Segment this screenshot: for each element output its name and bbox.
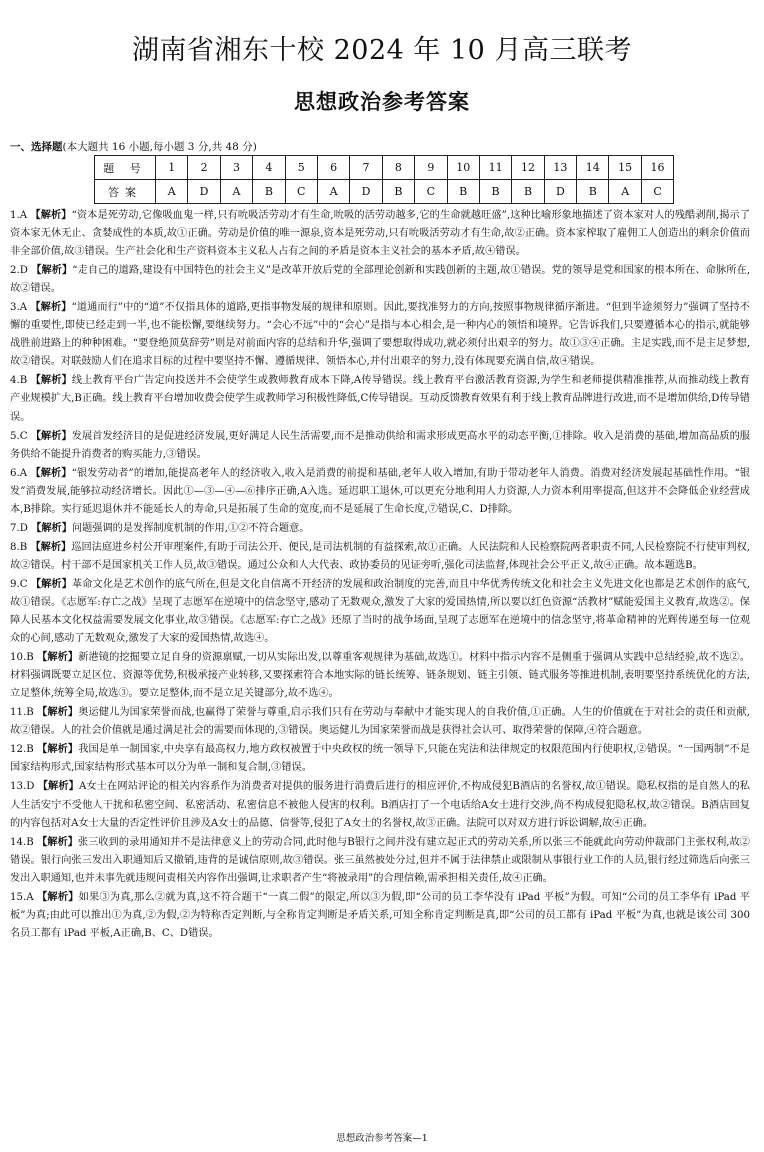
item-tag: 【解析】: [37, 743, 79, 756]
item-text: 线上教育平台广告定向投送并不会使学生或教师教育成本下降,A传导错误。线上教育平台激活教育资源,为学生和老师提供精准推荐,从而推动线上教育产业规模扩大,B正确。线上教育平台增加收费会使学生或教师学习积极性降低,C传导错误。互动反馈教育效果有利于线上教育品牌进行改进,而不是增加供给,D传导错误。: [10, 375, 750, 423]
table-cell: 4: [253, 156, 285, 180]
explanation-item: [10, 427, 750, 464]
table-cell: A: [156, 180, 188, 204]
table-cell: 13: [544, 156, 576, 180]
section-heading: [10, 139, 257, 154]
page-title: 湖南省湘东十校 2024 年 10 月高三联考: [132, 35, 632, 66]
item-text: “银发劳动者”的增加,能提高老年人的经济收入,收入是消费的前提和基础,老年人收入增加,有助于带动老年人消费。消费对经济发展起基础性作用。“银发”消费发展,能够拉动经济增长。因此①—③—④—⑥排序正确,A入选。延迟职工退休,可以更充分地利用人力资源,人力资本利用率提高,但这并不会降低企业经营成本,B排除。实行延迟退休并不能延长人的寿命,只是拓展了生命的宽度,而不是延展了生命长度,⑦错误,C、D排除。: [10, 467, 750, 515]
item-text: 问题强调的是发挥制度机制的作用,①②不符合题意。: [71, 522, 310, 534]
item-number: 11.B: [10, 707, 34, 719]
table-cell: C: [285, 180, 317, 204]
item-number: 15.A: [10, 891, 34, 903]
table-cell: 15: [609, 156, 641, 180]
item-tag: 【解析】: [37, 780, 79, 793]
section-heading-note: (本大题共 16 小题,每小题 3 分,共 48 分): [62, 141, 257, 153]
table-cell: 6: [317, 156, 349, 180]
item-number: 1.A: [10, 210, 28, 221]
item-text: 奥运健儿为国家荣誉而战,也赢得了荣誉与尊重,启示我们只有在劳动与奉献中才能实现人的自我价值,①正确。人生的价值就在于对社会的责任和贡献,故②错误。人的社会价值就是通过满足社会的需要而体现的,③错误。奥运健儿为国家荣誉而战是获得社会认可、取得荣誉的保障,④符合题意。: [10, 707, 750, 737]
item-text: 巡回法庭进乡村公开审理案件,有助于司法公开、便民,是司法机制的有益探索,故①正确。人民法院和人民检察院两者职责不同,人民检察院不行使审判权,故②错误。村干部不是国家机关工作人员,故③错误。通过公众和人大代表、政协委员的见证旁听,强化司法监督,体现社会公平正义,故④正确。故本题选B。: [10, 541, 751, 571]
item-number: 10.B: [10, 652, 34, 664]
explanation-item: [10, 298, 750, 371]
item-tag: 【解析】: [30, 429, 72, 442]
table-cell: A: [609, 180, 641, 204]
table-cell: 2: [188, 156, 220, 180]
table-cell: 14: [577, 156, 609, 180]
table-cell: D: [188, 180, 220, 204]
item-text: “道通而行”中的“道”不仅指具体的道路,更指事物发展的规律和原则。因此,要找准努力的方向,按照事物规律循序渐进。“但到半途须努力”强调了坚持不懈的重要性,即使已经走到一半,也不能松懈,要继续努力。“会心不远”中的“会心”是指与本心相会,是一种内心的领悟和境界。它告诉我们,只要遵循本心的指示,就能够战胜前进路上的种种困难。“要登绝顶莫辞劳”则是对前面内容的总结和升华,强调了要想取得成功,就必须付出艰辛的努力。故①③④正确。主足实践,而不是主足梦想,故②错误。对联鼓励人们在追求目标的过程中要坚持不懈、遵循规律、领悟本心,并付出艰辛的努力,没有体现要充满自信,故④错误。: [10, 302, 750, 368]
table-cell: 3: [220, 156, 252, 180]
explanation-item: [10, 703, 750, 740]
item-text: “资本是死劳动,它像吸血鬼一样,只有吮吸活劳动才有生命,吮吸的活劳动越多,它的生命就越旺盛”,这种比喻形象地描述了资本家对人的残酷剥削,揭示了资本家无休无止、贪婪成性的本质,故①正确。劳动是价值的唯一源泉,资本是死劳动,只有吮吸活劳动才有生命,故②正确。资本家榨取了雇佣工人创造出的剩余价值而非全部价值,故③错误。生产社会化和生产资料资本主义私人占有之间的矛盾是资本主义社会的基本矛盾,故④错误。: [10, 210, 751, 258]
item-number: 8.B: [10, 541, 28, 553]
answer-table-row-label: 答案: [95, 180, 156, 204]
item-tag: 【解析】: [37, 706, 79, 719]
table-cell: 7: [350, 156, 382, 180]
explanation-item: [10, 740, 750, 777]
table-cell: B: [512, 180, 544, 204]
item-tag: 【解析】: [37, 835, 78, 848]
explanation-item: [10, 371, 750, 426]
item-text: 如果③为真,那么②就为真,这不符合题干“一真二假”的限定,所以③为假,即“公司的员工李华没有 iPad 平板”为假。可知“公司的员工李华有 iPad 平板”为真;由此可以推出①为真,②为假,②为特称否定判断,与全称肯定判断是矛盾关系,可知全称肯定判断是真,即“公司的员工都有 iPad 平板”为真,也就是该公司 300 名员工都有 iPad 平板,A正确,B、C、D错误。: [10, 891, 750, 939]
explanation-item: [10, 464, 750, 519]
table-cell: D: [544, 180, 576, 204]
page-subtitle: 思想政治参考答案: [294, 89, 470, 114]
item-tag: 【解析】: [31, 521, 72, 534]
item-number: 14.B: [10, 836, 34, 848]
item-number: 6.A: [10, 467, 28, 479]
table-cell: C: [415, 180, 447, 204]
answer-table-number-row: [95, 156, 674, 180]
table-cell: A: [220, 180, 252, 204]
explanation-item: [10, 777, 750, 832]
table-cell: B: [382, 180, 414, 204]
item-number: 5.C: [10, 430, 28, 442]
table-cell: B: [577, 180, 609, 204]
page-footer: 思想政治参考答案—1: [336, 1133, 428, 1144]
item-number: 4.B: [10, 375, 28, 387]
explanation-item: [10, 833, 750, 888]
answer-table-answer-row: [95, 180, 674, 204]
item-tag: 【解析】: [30, 577, 72, 590]
item-tag: 【解析】: [30, 466, 72, 479]
item-number: 13.D: [10, 781, 35, 793]
item-tag: 【解析】: [30, 301, 72, 314]
table-cell: B: [479, 180, 511, 204]
table-cell: 5: [285, 156, 317, 180]
item-text: 我国是单一制国家,中央享有最高权力,地方政权被置于中央政权的统一领导下,只能在宪法和法律规定的权限范围内行使职权,②错误。“一国两制”不是国家结构形式,国家结构形式基本可以分为单一制和复合制,③错误。: [10, 744, 750, 774]
item-text: 革命文化是艺术创作的底气所在,但是文化自信离不开经济的发展和政治制度的完善,而且中华优秀传统文化和社会主义先进文化也都是艺术创作的底气,故①错误。《志愿军:存亡之战》呈现了志愿军在逆境中的信念坚守,感动了无数观众,激发了大家的爱国热情,所以要以红色资源“活教材”赋能爱国主义教育,故选②。保障人民基本文化权益需要发展文化事业,故③错误。《志愿军:存亡之战》还原了当时的战争场面,呈现了志愿军在逆境中的信念坚守,将革命精神的光辉传递至每一位观众的心间,感动了无数观众,激发了大家的爱国热情,故选④。: [10, 578, 751, 645]
explanation-item: [10, 519, 750, 538]
item-number: 2.D: [10, 265, 28, 277]
answer-table: [94, 155, 674, 204]
item-text: 发展首发经济目的是促进经济发展,更好满足人民生活需要,而不是推动供给和需求形成更高水平的动态平衡,①排除。收入是消费的基础,增加高品质的服务供给不能提升消费者的购买能力,③错误。: [10, 430, 750, 460]
item-tag: 【解析】: [30, 209, 72, 221]
table-cell: B: [447, 180, 479, 204]
item-text: 张三收到的录用通知并不是法律意义上的劳动合同,此时他与B银行之间并没有建立起正式的劳动关系,所以张三不能就此向劳动仲裁部门主张权利,故②错误。银行向张三发出入职通知后又撤销,违背的是诚信原则,故③错误。张三虽然被处分过,但并不属于法律禁止或限制从事银行业工作的人员,银行经过筛选后向张三发出入职通知,也并未事先就违规问责相关内容作出强调,让求职者产生“将被录用”的合理信赖,需承担相关责任,故④正确。: [10, 836, 750, 884]
explanation-item: [10, 648, 750, 703]
table-cell: 1: [156, 156, 188, 180]
item-number: 12.B: [10, 744, 34, 756]
item-tag: 【解析】: [30, 540, 72, 553]
table-cell: A: [317, 180, 349, 204]
explanation-item: [10, 261, 750, 298]
table-cell: D: [350, 180, 382, 204]
explanations: [10, 206, 750, 943]
table-cell: 12: [512, 156, 544, 180]
item-number: 7.D: [10, 522, 28, 534]
item-tag: 【解析】: [37, 651, 79, 664]
item-tag: 【解析】: [37, 890, 79, 903]
explanation-item: [10, 538, 750, 575]
explanation-item: [10, 888, 750, 943]
table-cell: B: [253, 180, 285, 204]
table-cell: 16: [641, 156, 673, 180]
table-cell: 11: [479, 156, 511, 180]
table-cell: C: [641, 180, 673, 204]
explanation-item: [10, 575, 750, 648]
item-number: 3.A: [10, 302, 28, 314]
explanation-item: [10, 206, 750, 261]
item-text: A女士在网站评论的相关内容系作为消费者对提供的服务进行消费后进行的相应评价,不构成侵犯B酒店的名誉权,故①错误。隐私权指的是自然人的私人生活安宁不受他人干扰和私密空间、私密活动、私密信息不被他人侵害的权利。B酒店打了一个电话给A女士进行交涉,尚不构成侵犯隐私权,故②错误。B酒店回复的内容包括对A女士大量的否定性评价且涉及A女士的品德、信誉等,侵犯了A女士的名誉权,故③正确。法院可以对双方进行诉讼调解,故④正确。: [10, 781, 750, 829]
item-tag: 【解析】: [31, 264, 73, 277]
table-cell: 10: [447, 156, 479, 180]
item-tag: 【解析】: [30, 374, 72, 387]
table-cell: 9: [415, 156, 447, 180]
section-heading-label: 一、选择题: [10, 141, 63, 153]
item-text: 新港镜的挖掘要立足自身的资源禀赋,一切从实际出发,以尊重客观规律为基础,故选①。材料中指示内容不是侧重于强调从实践中总结经验,故不选②。材料强调既要立足区位、资源等优势,积极承接产业转移,又要探索符合本地实际的链长统筹、链条规划、链主引领、链式服务等推进机制,表明要坚持系统优化的方法,立足整体,统筹全局,故选③。要立足整体,而不是立足关键部分,故不选④。: [10, 652, 750, 700]
answer-table-row-label: 题 号: [95, 156, 156, 180]
item-text: “走自己的道路,建设有中国特色的社会主义”是改革开放后党的全部理论创新和实践创新的主题,故①错误。党的领导是党和国家的根本所在、命脉所在,故②错误。: [10, 265, 750, 295]
table-cell: 8: [382, 156, 414, 180]
item-number: 9.C: [10, 578, 28, 590]
